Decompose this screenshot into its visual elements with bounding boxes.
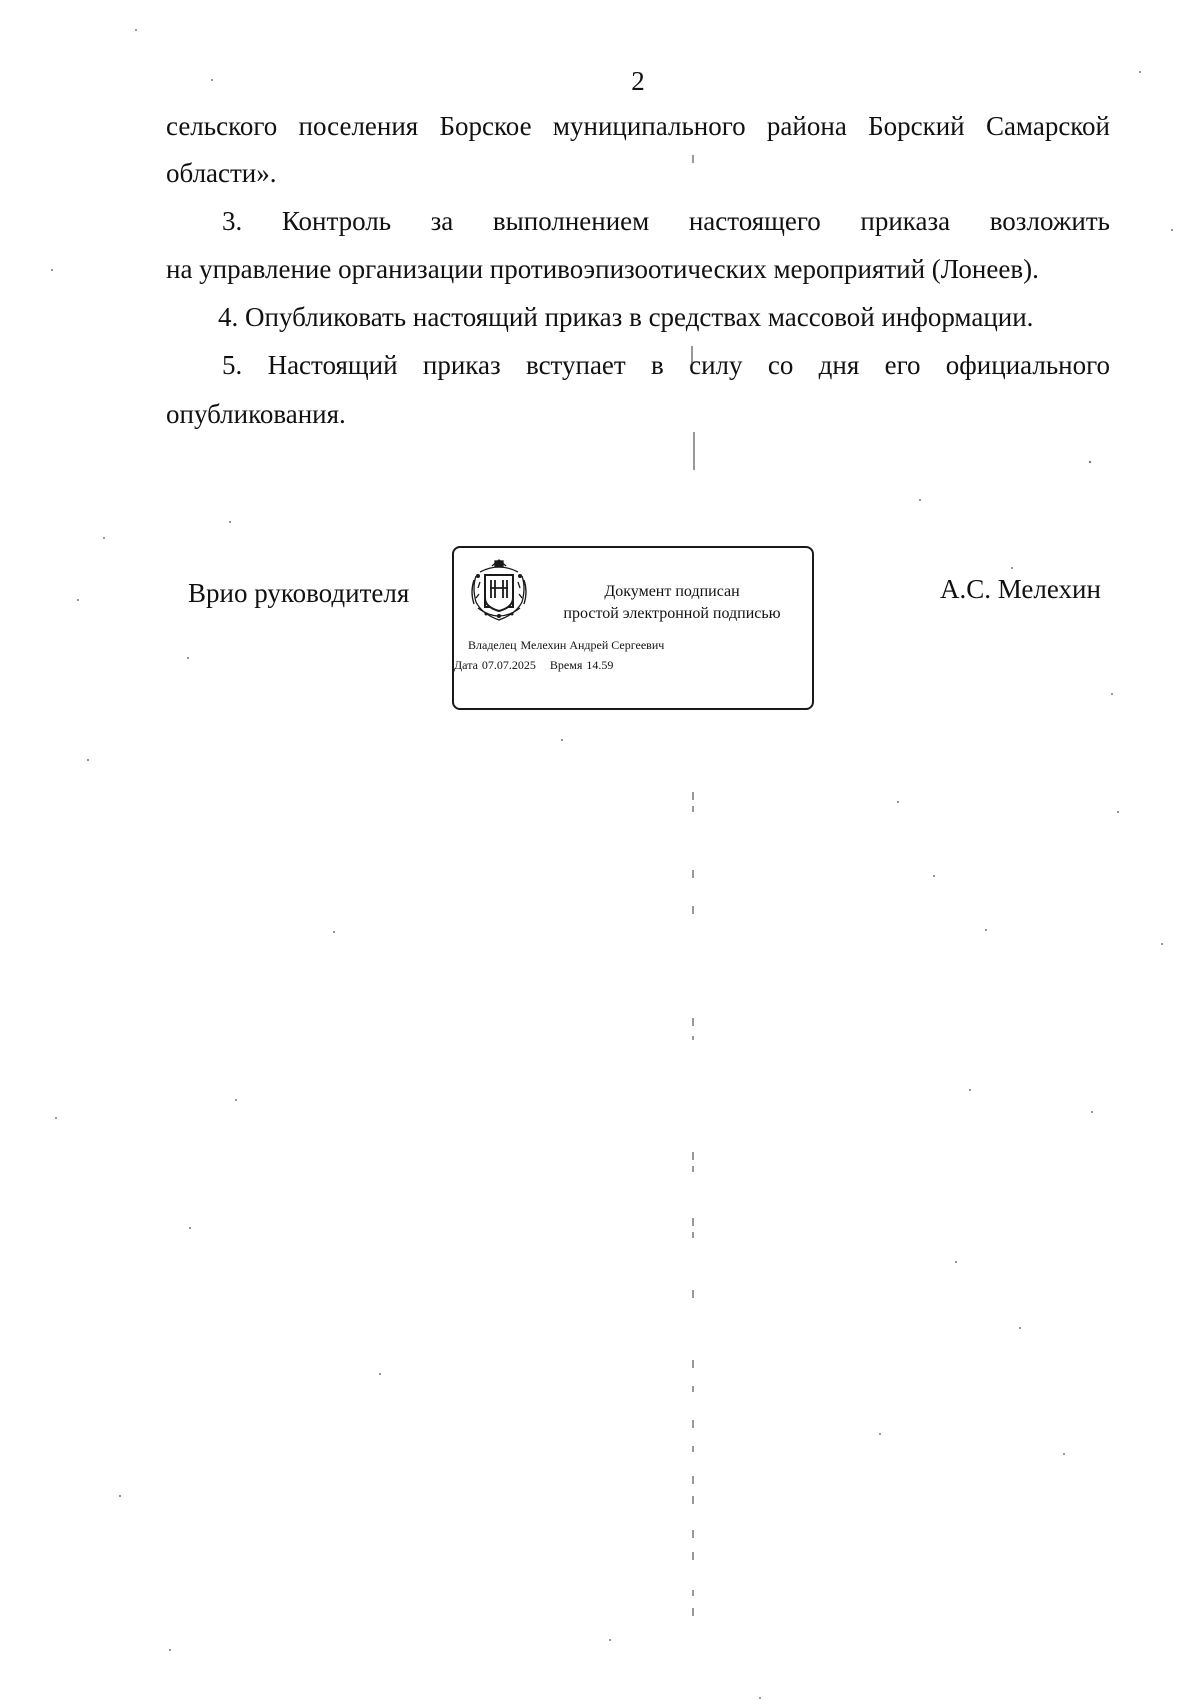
signer-position: Врио руководителя — [188, 578, 410, 608]
owner-value: Мелехин Андрей Сергеевич — [520, 638, 665, 652]
paragraph-line — [166, 150, 1110, 197]
date-label: Дата — [454, 658, 478, 672]
paragraph-line — [166, 103, 1110, 150]
list-item-3 — [166, 198, 1110, 245]
time-label: Время — [549, 658, 583, 672]
text-line: 3. Контроль за выполнением настоящего приказа возложить — [222, 206, 1110, 236]
text-line: 4. Опубликовать настоящий приказ в средствах массовой информации. — [218, 302, 1034, 332]
stamp-date-time — [454, 658, 613, 673]
stamp-heading-line: простой электронной подписью — [563, 605, 781, 622]
electronic-signature-stamp — [452, 546, 814, 710]
text-line: на управление организации противоэпизоотических мероприятий (Лонеев). — [166, 254, 1039, 284]
text-line: области». — [166, 158, 277, 188]
list-item-3-continuation — [166, 246, 1110, 293]
stamp-owner — [468, 638, 664, 653]
time-value: 14.59 — [586, 658, 614, 672]
page-number: 2 — [631, 66, 645, 96]
coat-of-arms-emblem-icon — [468, 558, 530, 624]
stamp-heading-line: Документ подписан — [604, 583, 740, 600]
owner-label: Владелец — [468, 638, 517, 652]
list-item-4 — [166, 294, 1110, 341]
text-line: опубликования. — [166, 399, 346, 429]
text-line: сельского поселения Борское муниципального района Борский Самарской — [166, 111, 1110, 141]
date-value: 07.07.2025 — [481, 658, 536, 672]
list-item-5-continuation — [166, 391, 1110, 438]
signer-name: А.С. Мелехин — [940, 574, 1101, 604]
list-item-5 — [166, 342, 1110, 389]
text-line: 5. Настоящий приказ вступает в силу со дня его официального — [222, 350, 1110, 380]
stamp-heading — [538, 581, 806, 625]
